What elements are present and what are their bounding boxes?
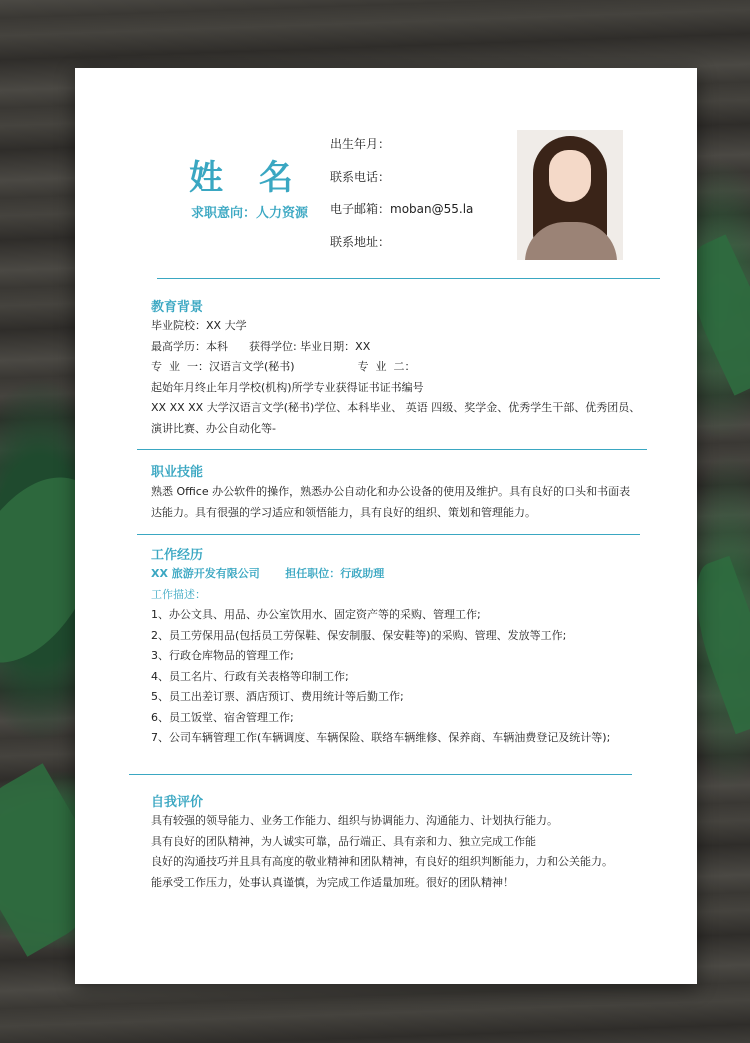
work-content [151,564,610,749]
self-eval-title: 自我评价 [151,795,204,810]
work-item: 7、公司车辆管理工作(车辆调度、车辆保险、联络车辆维修、保养商、车辆油费登记及统计等); [151,731,611,744]
contact-info [330,134,473,264]
position: 担任职位：行政助理 [285,567,385,580]
work-item: 3、行政仓库物品的管理工作; [151,649,294,662]
self-eval-line: 能承受工作压力，处事认真谨慎，为完成工作适量加班。很好的团队精神！ [151,875,514,889]
work-item: 5、员工出差订票、酒店预订、费用统计等后勤工作; [151,690,404,703]
birth-date: 出生年月： [330,137,391,151]
company-name: XX 旅游开发有限公司 [151,567,260,580]
skills-line: 达能力。具有很强的学习适应和领悟能力，具有良好的组织、策划和管理能力。 [151,505,536,519]
work-title: 工作经历 [151,548,204,563]
education-detail: XX XX XX 大学汉语言文学(秘书)学位、本科毕业、 英语 四级、奖学金、优秀学生干部、优秀团员、 [151,401,641,414]
self-eval-content [151,811,613,893]
divider [157,278,660,279]
major-line: 专 业 一：汉语言文学(秘书) 专 业 二： [151,360,416,373]
work-item: 6、员工饭堂、宿舍管理工作; [151,710,294,724]
education-content [151,316,640,439]
work-item: 4、员工名片、行政有关表格等印制工作; [151,669,349,683]
work-item: 1、办公文具、用品、办公室饮用水、固定资产等的采购、管理工作; [151,608,481,621]
school: 毕业院校：XX 大学 [151,319,247,332]
phone: 联系电话： [330,169,391,184]
skills-content [151,482,630,523]
skills-title: 职业技能 [151,465,204,480]
work-item: 2、员工劳保用品(包括员工劳保鞋、保安制服、保安鞋等)的采购、管理、发放等工作; [151,628,567,642]
resume-paper [75,68,697,984]
email: 电子邮箱：moban@55.la [330,202,474,216]
divider [129,774,632,775]
self-eval-line: 具有良好的团队精神，为人诚实可靠，品行端正、具有亲和力、独立完成工作能 [151,834,536,848]
education-title: 教育背景 [151,300,204,315]
address: 联系地址： [330,234,391,249]
self-eval-line: 良好的沟通技巧并且具有高度的敬业精神和团队精神，有良好的组织判断能力，力和公关能力。 [151,855,613,868]
self-eval-line: 具有较强的领导能力、业务工作能力、组织与协调能力、沟通能力、计划执行能力。 [151,814,558,827]
work-desc-label: 工作描述： [151,587,206,601]
degree-line: 最高学历：本科 获得学位: 毕业日期：XX [151,339,371,353]
skills-line: 熟悉 Office 办公软件的操作，熟悉办公自动化和办公设备的使用及维护。具有良好的口头和书面表 [151,485,631,498]
education-detail: 演讲比赛、办公自动化等- [151,421,276,435]
profile-photo [517,130,623,260]
divider [137,449,647,450]
job-intent: 求职意向：人力资源 [191,206,309,221]
divider [137,534,640,535]
cert-line: 起始年月终止年月学校(机构)所学专业获得证书证书编号 [151,380,424,394]
candidate-name: 姓 名 [189,158,305,198]
